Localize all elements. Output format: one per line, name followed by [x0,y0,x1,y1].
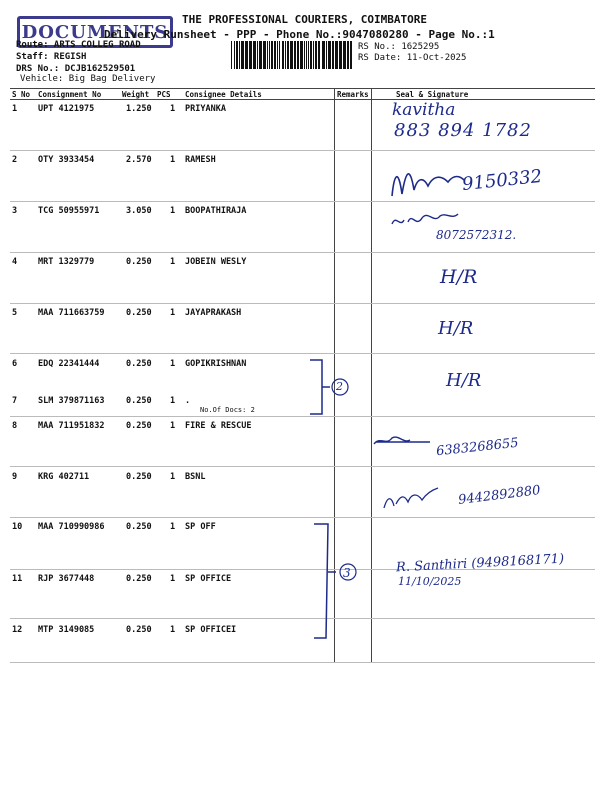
row-separator [10,466,595,467]
cell-consignee: FIRE & RESCUE [185,421,252,431]
barcode-bar [304,41,305,69]
cell-pcs: 1 [170,257,176,267]
cell-consignment: RJP 3677448 [38,574,95,584]
documents-stamp: DOCUMENTS [17,16,173,48]
barcode-bar [277,41,278,69]
row-separator [10,303,595,304]
cell-consignment: SLM 379871163 [38,396,105,406]
row-separator [10,150,595,151]
barcode-bar [234,41,235,69]
row-separator [10,517,595,518]
group-brace-rows-6-7 [308,356,358,418]
cell-consignment: TCG 50955971 [38,206,100,216]
cell-consignee: SP OFFICEI [185,625,237,635]
cell-consignee: PRIYANKA [185,104,226,114]
cell-weight: 0.250 [126,574,152,584]
signature-row8 [370,430,440,454]
cell-pcs: 1 [170,472,176,482]
remarks-right-border [371,88,372,663]
drs-info: DRS No.: DCJB162529501 [16,64,136,74]
cell-weight: 0.250 [126,257,152,267]
handwritten-phone-row3: 8072572312. [436,228,517,242]
cell-consignment: OTY 3933454 [38,155,95,165]
group-brace-rows-10-12 [310,520,360,642]
rs-number: RS No.: 1625295 [358,42,440,52]
barcode-bar [339,41,342,69]
runsheet-subtitle: Delivery Runsheet - PPP - Phone No.:9047080280 - Page No.:1 [104,28,495,41]
barcode-bar [267,41,268,69]
barcode-bar [315,41,317,69]
col-header-seal: Seal & Signature [396,90,469,99]
route-info: Route: ARTS COLLEG ROAD [16,40,141,50]
row-separator [10,353,595,354]
cell-consignment: MTP 3149085 [38,625,95,635]
cell-pcs: 1 [170,522,176,532]
col-header-remarks: Remarks [337,90,369,99]
barcode-bar [294,41,296,69]
cell-sno: 3 [12,206,18,216]
cell-sno: 5 [12,308,18,318]
cell-consignee: JAYAPRAKASH [185,308,242,318]
cell-pcs: 1 [170,625,176,635]
barcode-bar [290,41,293,69]
cell-weight: 0.250 [126,308,152,318]
table-bottom-border [10,662,595,663]
signature-row2 [388,156,468,204]
cell-consignment: MAA 711951832 [38,421,105,431]
col-header-weight: Weight [122,90,150,99]
barcode-bar [350,41,352,69]
cell-pcs: 1 [170,396,176,406]
handwritten-hr-row4: H/R [440,266,478,288]
group-count-a: 2 [336,380,343,393]
barcode-bar [263,41,266,69]
staff-info: Staff: REGISH [16,52,87,62]
table-top-border [10,88,595,89]
barcode-bar [249,41,252,69]
col-header-pcs: PCS [157,90,171,99]
cell-consignee: BSNL [185,472,206,482]
col-header-consignee: Consignee Details [185,90,262,99]
cell-pcs: 1 [170,104,176,114]
cell-consignee: BOOPATHIRAJA [185,206,247,216]
cell-consignee: GOPIKRISHNAN [185,359,247,369]
group-count-b: 3 [343,566,351,580]
cell-consignee: . [185,396,191,406]
rs-date: RS Date: 11-Oct-2025 [358,53,467,63]
col-header-sno: S No [12,90,31,99]
cell-consignment: UPT 4121975 [38,104,95,114]
barcode-bar [332,41,334,69]
barcode-bar [279,41,280,69]
barcode-bar [310,41,312,69]
barcode-bar [322,41,325,69]
barcode-bar [269,41,270,69]
cell-sno: 8 [12,421,18,431]
barcode-bar [259,41,262,69]
barcode-bar [335,41,338,69]
cell-sno: 12 [12,625,23,635]
handwritten-signature-row10: R. Santhiri (9498168171) [395,551,565,576]
handwritten-phone-row9: 9442892880 [457,483,542,508]
cell-weight: 2.570 [126,155,152,165]
company-title: THE PROFESSIONAL COURIERS, COIMBATORE [182,13,428,26]
cell-weight: 1.250 [126,104,152,114]
cell-pcs: 1 [170,421,176,431]
row-separator [10,201,595,202]
handwritten-hr-row6: H/R [446,370,482,391]
table-header-border [10,99,595,100]
cell-sno: 2 [12,155,18,165]
barcode-bar [257,41,258,69]
signature-row9 [380,484,460,514]
row-separator [10,252,595,253]
col-header-consignment: Consignment No [38,90,102,99]
barcode-bar [271,41,273,69]
cell-weight: 0.250 [126,522,152,532]
barcode-bar [347,41,349,69]
barcode-bar [306,41,307,69]
cell-weight: 3.050 [126,206,152,216]
barcode-bar [241,41,244,69]
handwritten-name-row1: kavitha [392,100,456,120]
cell-weight: 0.250 [126,472,152,482]
cell-sno: 9 [12,472,18,482]
barcode-bar [308,41,309,69]
handwritten-phone-row1: 883 894 1782 [394,120,532,141]
cell-weight: 0.250 [126,625,152,635]
cell-sno: 6 [12,359,18,369]
barcode [231,41,353,69]
cell-consignment: MRT 1329779 [38,257,95,267]
cell-consignment: MAA 711663759 [38,308,105,318]
barcode-bar [253,41,256,69]
cell-sno: 10 [12,522,23,532]
barcode-bar [239,41,240,69]
cell-consignee: JOBEIN WESLY [185,257,247,267]
barcode-bar [313,41,314,69]
barcode-bar [318,41,320,69]
cell-sno: 11 [12,574,23,584]
handwritten-phone-row8: 6383268655 [435,435,520,460]
barcode-bar [236,41,238,69]
cell-weight: 0.250 [126,421,152,431]
cell-pcs: 1 [170,574,176,584]
cell-consignment: MAA 710990986 [38,522,105,532]
cell-pcs: 1 [170,206,176,216]
barcode-bar [326,41,327,69]
barcode-bar [300,41,303,69]
cell-consignment: KRG 402711 [38,472,90,482]
cell-weight: 0.250 [126,396,152,406]
cell-pcs: 1 [170,155,176,165]
handwritten-date-row10: 11/10/2025 [398,575,462,588]
row-separator [10,618,595,619]
cell-sno: 7 [12,396,18,406]
handwritten-phone-row2: 9150332 [461,165,544,196]
barcode-bar [245,41,248,69]
docs-count-note: No.Of Docs: 2 [200,406,255,414]
row-separator [10,416,595,417]
barcode-bar [328,41,331,69]
cell-consignee: RAMESH [185,155,216,165]
cell-weight: 0.250 [126,359,152,369]
barcode-bar [287,41,289,69]
cell-consignment: EDQ 22341444 [38,359,100,369]
barcode-bar [285,41,286,69]
barcode-bar [343,41,346,69]
handwritten-hr-row5: H/R [438,318,474,339]
barcode-bar [297,41,299,69]
barcode-bar [231,41,232,69]
cell-pcs: 1 [170,308,176,318]
cell-pcs: 1 [170,359,176,369]
cell-sno: 4 [12,257,18,267]
barcode-bar [282,41,284,69]
barcode-bar [274,41,276,69]
vehicle-info: Vehicle: Big Bag Delivery [20,74,156,84]
cell-consignee: SP OFF [185,522,216,532]
cell-sno: 1 [12,104,18,114]
cell-consignee: SP OFFICE [185,574,232,584]
